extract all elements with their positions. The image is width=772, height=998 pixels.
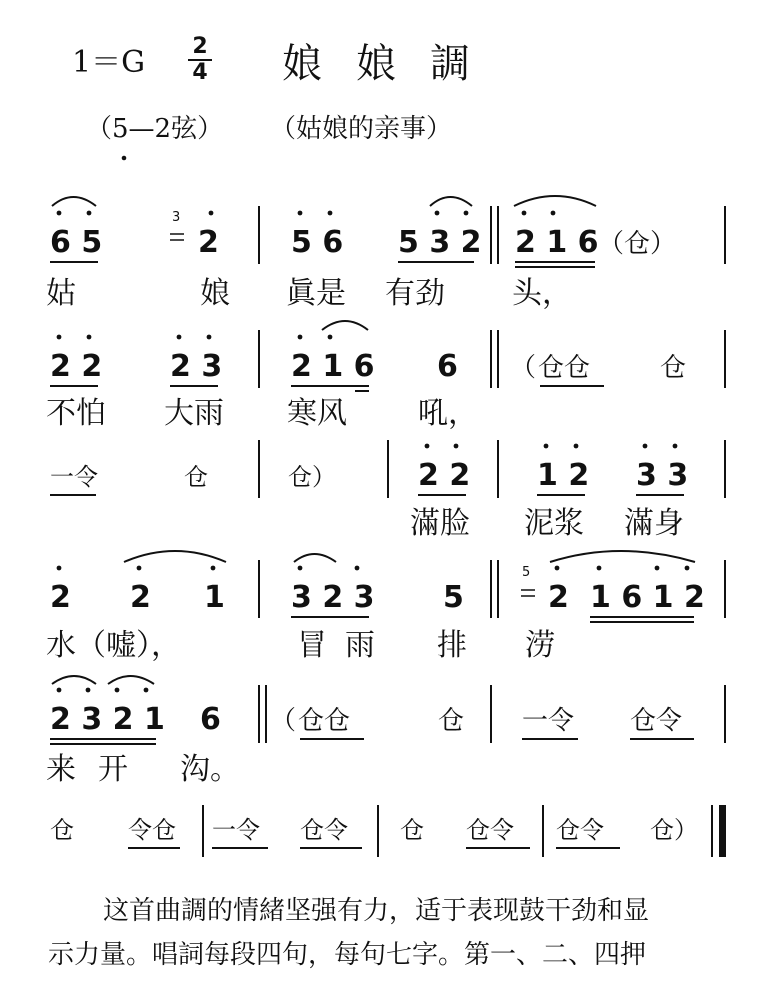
note-group: 2 1 6: [291, 349, 375, 384]
description-line-2: 示力量。唱詞每段四句，每句七字。第一、二、四押: [48, 940, 647, 970]
octave-dot: [211, 566, 216, 571]
gong-text: 仓仓: [298, 706, 351, 736]
octave-dot: [86, 688, 91, 693]
gong-text: 一令: [50, 463, 98, 491]
slur: [514, 196, 596, 206]
final-bar-line: [719, 805, 726, 857]
note: 5: [443, 580, 464, 615]
lyric: 排: [437, 628, 467, 663]
meter-bottom: 4: [192, 60, 208, 85]
note-group: 2 1 6: [515, 225, 599, 260]
octave-dot: [673, 444, 678, 449]
octave-dot: [544, 444, 549, 449]
octave-dot: [57, 688, 62, 693]
note: 2: [50, 580, 71, 615]
grace-mark: [170, 234, 184, 240]
note-group: 2: [198, 225, 219, 260]
octave-dot: [209, 211, 214, 216]
grace-note: 5: [522, 565, 531, 580]
octave-dot: [207, 335, 212, 340]
underline-beam: [291, 617, 694, 622]
octave-dot: [464, 211, 469, 216]
octave-dot: [298, 335, 303, 340]
tuning-note: （5—2弦）: [86, 114, 224, 144]
note: 1: [204, 580, 225, 615]
note: 6: [200, 702, 221, 737]
note-group: 3 2 3: [291, 580, 375, 615]
meter-top: 2: [192, 34, 208, 59]
octave-dot: [57, 335, 62, 340]
slur: [550, 551, 695, 562]
gong-text: 仓: [438, 706, 465, 736]
lyric: 寒风: [287, 396, 347, 431]
octave-dot: [298, 566, 303, 571]
octave-dot: [643, 444, 648, 449]
lyric: 眞是: [286, 276, 346, 311]
lyric: 姑: [46, 276, 76, 311]
gong-text: 一令: [522, 706, 575, 736]
lyric: 滿脸: [410, 506, 470, 541]
octave-dot: [144, 688, 149, 693]
gong-text: 令仓: [128, 816, 176, 844]
lyric: 涝: [525, 628, 555, 663]
grace-mark: [521, 590, 535, 596]
lyric: 雨: [345, 628, 375, 663]
lyric: 水（嘘），: [46, 628, 181, 663]
gong-text: 仓仓: [538, 353, 591, 383]
lyric: 娘: [200, 276, 230, 311]
gong-text: 仓）: [650, 816, 698, 844]
gong-text: 仓: [660, 353, 687, 383]
octave-dot: [685, 566, 690, 571]
note: 2: [548, 580, 569, 615]
octave-dot: [522, 211, 527, 216]
note-group: 6: [437, 349, 458, 384]
underline-beam: [50, 386, 604, 391]
gong-text: 仓: [184, 463, 208, 491]
note-group: 5 3 2: [398, 225, 482, 260]
lyric: 滿身: [624, 506, 684, 541]
underline-beam: [50, 739, 694, 744]
key-signature: 1＝G: [72, 45, 146, 80]
octave-dot: [555, 566, 560, 571]
lyric: 泥浆: [524, 506, 584, 541]
octave-dot: [87, 335, 92, 340]
note-group: 2 3: [170, 349, 223, 384]
octave-dot: [454, 444, 459, 449]
gong-text: 仓令: [466, 816, 514, 844]
octave-dot: [328, 335, 333, 340]
note-group: 2 3 2 1: [50, 702, 165, 737]
lyric: 有劲: [385, 276, 445, 311]
octave-dot: [655, 566, 660, 571]
octave-dot: [177, 335, 182, 340]
gong-text: 仓: [50, 816, 74, 844]
octave-dot: [574, 444, 579, 449]
gong-text: （: [510, 353, 537, 383]
octave-dot: [435, 211, 440, 216]
slur: [52, 676, 96, 684]
octave-dot: [597, 566, 602, 571]
note-group: 3 3: [636, 458, 689, 493]
octave-dot: [115, 688, 120, 693]
octave-dot: [57, 211, 62, 216]
song-subtitle: （姑娘的亲事）: [270, 114, 453, 144]
underline-beam: [50, 262, 595, 267]
gong-text: 仓令: [300, 816, 348, 844]
octave-dot: [551, 211, 556, 216]
lyric: 吼，: [418, 396, 478, 431]
description-line-1: 这首曲調的情緒坚强有力，适于表现鼓干劲和显: [103, 896, 650, 926]
note-group: 6 5: [50, 225, 103, 260]
lyric: 不怕: [46, 396, 106, 431]
gong-text: （仓）: [598, 229, 677, 259]
gong-text: 仓）: [288, 463, 336, 491]
octave-dot: [57, 566, 62, 571]
slur: [430, 197, 472, 206]
lyric: 开: [98, 752, 128, 787]
gong-text: 仓令: [630, 706, 683, 736]
note-group: 1 2: [537, 458, 590, 493]
lyric: 来: [46, 752, 76, 787]
bar-line: [203, 805, 712, 857]
octave-dot: [298, 211, 303, 216]
note-group: 1 6 1 2: [590, 580, 705, 615]
octave-dot: [355, 566, 360, 571]
octave-dot: [122, 156, 127, 161]
slur: [108, 676, 154, 684]
lyric: 大雨: [164, 396, 224, 431]
octave-dot: [328, 211, 333, 216]
octave-dot: [137, 566, 142, 571]
gong-text: 仓: [400, 816, 424, 844]
gong-text: 仓令: [556, 816, 604, 844]
lyric: 头，: [512, 276, 572, 311]
slur: [52, 197, 96, 206]
octave-dot: [87, 211, 92, 216]
lyric: 冒: [297, 628, 327, 663]
slur: [294, 554, 336, 562]
note-group: 5 6: [291, 225, 344, 260]
note-group: 2 2: [50, 349, 103, 384]
gong-text: 一令: [212, 816, 260, 844]
grace-note: 3: [172, 210, 181, 225]
lyric: 沟。: [180, 752, 240, 787]
note-group: 2 2: [418, 458, 471, 493]
gong-text: （: [270, 706, 297, 736]
octave-dot: [425, 444, 430, 449]
note: 2: [130, 580, 151, 615]
song-title: 娘娘調: [282, 41, 504, 87]
slur: [322, 321, 368, 330]
slur: [124, 551, 226, 562]
